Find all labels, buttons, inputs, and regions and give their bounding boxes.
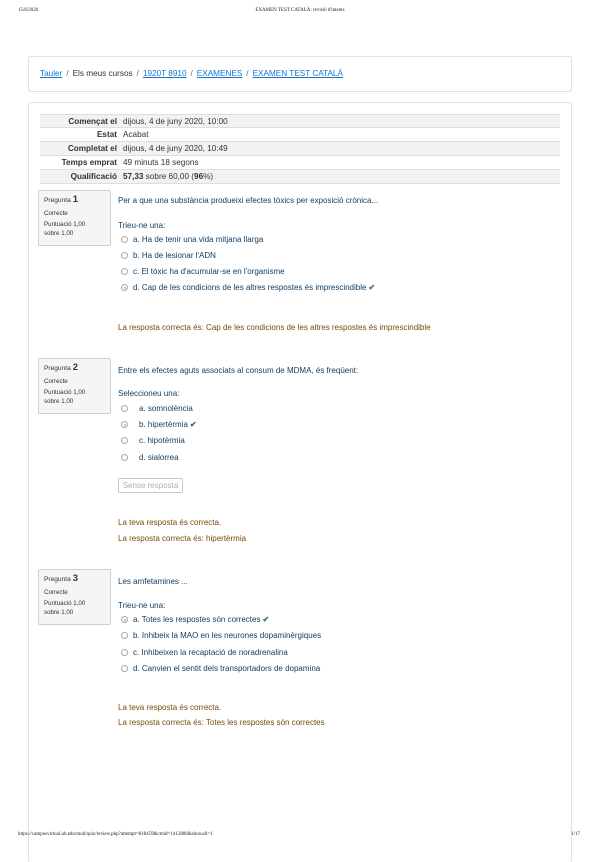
answer-option[interactable]: [121, 267, 285, 276]
question-info-1: [38, 190, 111, 246]
attempt-summary-table: [40, 114, 560, 184]
your-answer-feedback: La teva resposta és correcta.: [118, 518, 222, 527]
radio-button[interactable]: [121, 632, 128, 639]
answer-prompt: Trieu-ne una:: [118, 221, 166, 230]
summary-value: dijous, 4 de juny 2020, 10:49: [123, 144, 228, 153]
summary-key: Començat el: [68, 116, 117, 126]
answer-option-selected[interactable]: [121, 615, 269, 624]
breadcrumb: [28, 56, 572, 92]
summary-value: Acabat: [123, 130, 149, 139]
question-text: Les amfetamines ...: [118, 577, 188, 586]
option-label: a. Totes les respostes són correctes: [133, 615, 261, 624]
radio-button[interactable]: [121, 649, 128, 656]
check-icon: ✔: [189, 420, 197, 429]
option-label: c. Inhibeixen la recaptació de noradrenalina: [133, 648, 288, 657]
summary-key: Estat: [96, 130, 117, 139]
grade-percent: 96: [194, 172, 204, 181]
answer-prompt: Trieu-ne una:: [118, 601, 166, 610]
question-label: Pregunta: [44, 576, 71, 583]
answer-option[interactable]: [121, 648, 288, 657]
question-number: [44, 573, 105, 586]
question-number: [44, 194, 105, 207]
summary-row-grade: [40, 170, 560, 184]
summary-row-time: [40, 156, 560, 170]
radio-button-selected[interactable]: [121, 284, 128, 291]
answer-option[interactable]: [121, 404, 193, 413]
option-label: c. hipotèrmia: [139, 436, 185, 445]
question-grade-line2: sobre 1,00: [44, 229, 74, 237]
question-grade-line1: Puntuació 1,00: [44, 389, 86, 397]
print-url: https://campusvirtual.ub.edu/mod/quiz/review.php?attempt=818459&cmid=1412886&showall=1: [18, 832, 213, 837]
answer-option[interactable]: [121, 251, 216, 260]
question-grade-line2: sobre 1,00: [44, 608, 74, 616]
option-label: b. hipertèrmia: [139, 420, 188, 429]
question-grade-line2: sobre 1,00: [44, 397, 74, 405]
answer-option[interactable]: [121, 436, 185, 445]
option-label: b. Ha de lesionar l'ADN: [133, 251, 216, 260]
answer-option[interactable]: [121, 235, 263, 244]
check-icon: ✔: [262, 615, 270, 624]
question-state: Correcte: [44, 588, 68, 596]
answer-option-selected[interactable]: [121, 420, 197, 429]
summary-key: Temps emprat: [61, 158, 117, 167]
breadcrumb-separator: /: [190, 69, 193, 78]
summary-key: Qualificació: [70, 172, 117, 181]
grade-end: %): [203, 172, 214, 181]
grade-score: 57,33: [123, 172, 144, 181]
radio-button[interactable]: [121, 437, 128, 444]
question-label: Pregunta: [44, 365, 71, 372]
breadcrumb-examenes[interactable]: EXAMENES: [196, 69, 243, 78]
summary-row-completed: [40, 142, 560, 156]
answer-option-selected[interactable]: [121, 283, 375, 292]
radio-button[interactable]: [121, 454, 128, 461]
option-label: d. Cap de les condicions de les altres respostes és imprescindible: [133, 283, 367, 292]
breadcrumb-separator: /: [136, 69, 139, 78]
question-number: [44, 362, 105, 375]
radio-button[interactable]: [121, 236, 128, 243]
question-text: Entre els efectes aguts associats al consum de MDMA, és freqüent:: [118, 366, 359, 375]
summary-value: 49 minuts 18 segons: [123, 158, 199, 167]
option-label: c. El tòxic ha d'acumular-se en l'organisme: [133, 267, 285, 276]
grade-mid: sobre 60,00 (: [143, 172, 195, 181]
summary-key: Completat el: [67, 144, 117, 153]
summary-row-started: [40, 114, 560, 128]
option-label: a. Ha de tenir una vida mitjana llarga: [133, 235, 264, 244]
clear-answer-button[interactable]: Sense resposta: [118, 478, 183, 493]
option-label: b. Inhibeix la MAO en les neurones dopaminèrgiques: [133, 631, 322, 640]
breadcrumb-separator: /: [66, 69, 69, 78]
breadcrumb-tauler[interactable]: Tauler: [40, 69, 63, 78]
option-label: d. Canvien el sentit dels transportadors de dopamina: [133, 664, 321, 673]
question-info-2: [38, 358, 111, 414]
question-text: Per a que una substància produeixi efectes tòxics per exposició crònica...: [118, 196, 379, 205]
radio-button[interactable]: [121, 665, 128, 672]
radio-button[interactable]: [121, 268, 128, 275]
summary-grade-value: [117, 172, 213, 181]
correct-answer-feedback: La resposta correcta és: hipertèrmia: [118, 534, 247, 543]
correct-answer-feedback: La resposta correcta és: Cap de les condicions de les altres respostes és imprescindible: [118, 323, 431, 332]
breadcrumb-separator: /: [246, 69, 249, 78]
question-number-value: 2: [72, 362, 79, 373]
breadcrumb-els-meus-cursos: Els meus cursos: [72, 69, 133, 78]
breadcrumb-course[interactable]: 1920T 8910: [142, 69, 187, 78]
option-label: a. somnolència: [139, 404, 193, 413]
question-label: Pregunta: [44, 197, 71, 204]
print-date: 15/6/2020: [18, 8, 39, 13]
summary-value: dijous, 4 de juny 2020, 10:00: [123, 116, 228, 126]
question-state: Correcte: [44, 209, 68, 217]
question-info-3: [38, 569, 111, 625]
correct-answer-feedback: La resposta correcta és: Totes les respostes són correctes: [118, 718, 325, 727]
question-grade-line1: Puntuació 1,00: [44, 221, 86, 229]
print-page-number: 1/17: [571, 832, 580, 837]
breadcrumb-exam[interactable]: EXAMEN TEST CATALÀ: [252, 69, 343, 78]
answer-option[interactable]: [121, 664, 320, 673]
option-label: d. sialorrea: [139, 453, 179, 462]
print-title: EXAMEN TEST CATALÀ: revisió d'intents: [255, 8, 345, 13]
question-number-value: 1: [72, 194, 79, 205]
check-icon: ✔: [368, 283, 376, 292]
radio-button[interactable]: [121, 405, 128, 412]
radio-button-selected[interactable]: [121, 616, 128, 623]
answer-prompt: Seleccioneu una:: [118, 389, 180, 398]
summary-row-state: [40, 128, 560, 142]
question-number-value: 3: [72, 573, 79, 584]
question-grade-line1: Puntuació 1,00: [44, 600, 86, 608]
answer-option[interactable]: [121, 453, 179, 462]
radio-button[interactable]: [121, 252, 128, 259]
answer-option[interactable]: [121, 631, 321, 640]
your-answer-feedback: La teva resposta és correcta.: [118, 703, 222, 712]
radio-button-selected[interactable]: [121, 421, 128, 428]
question-state: Correcte: [44, 377, 68, 385]
